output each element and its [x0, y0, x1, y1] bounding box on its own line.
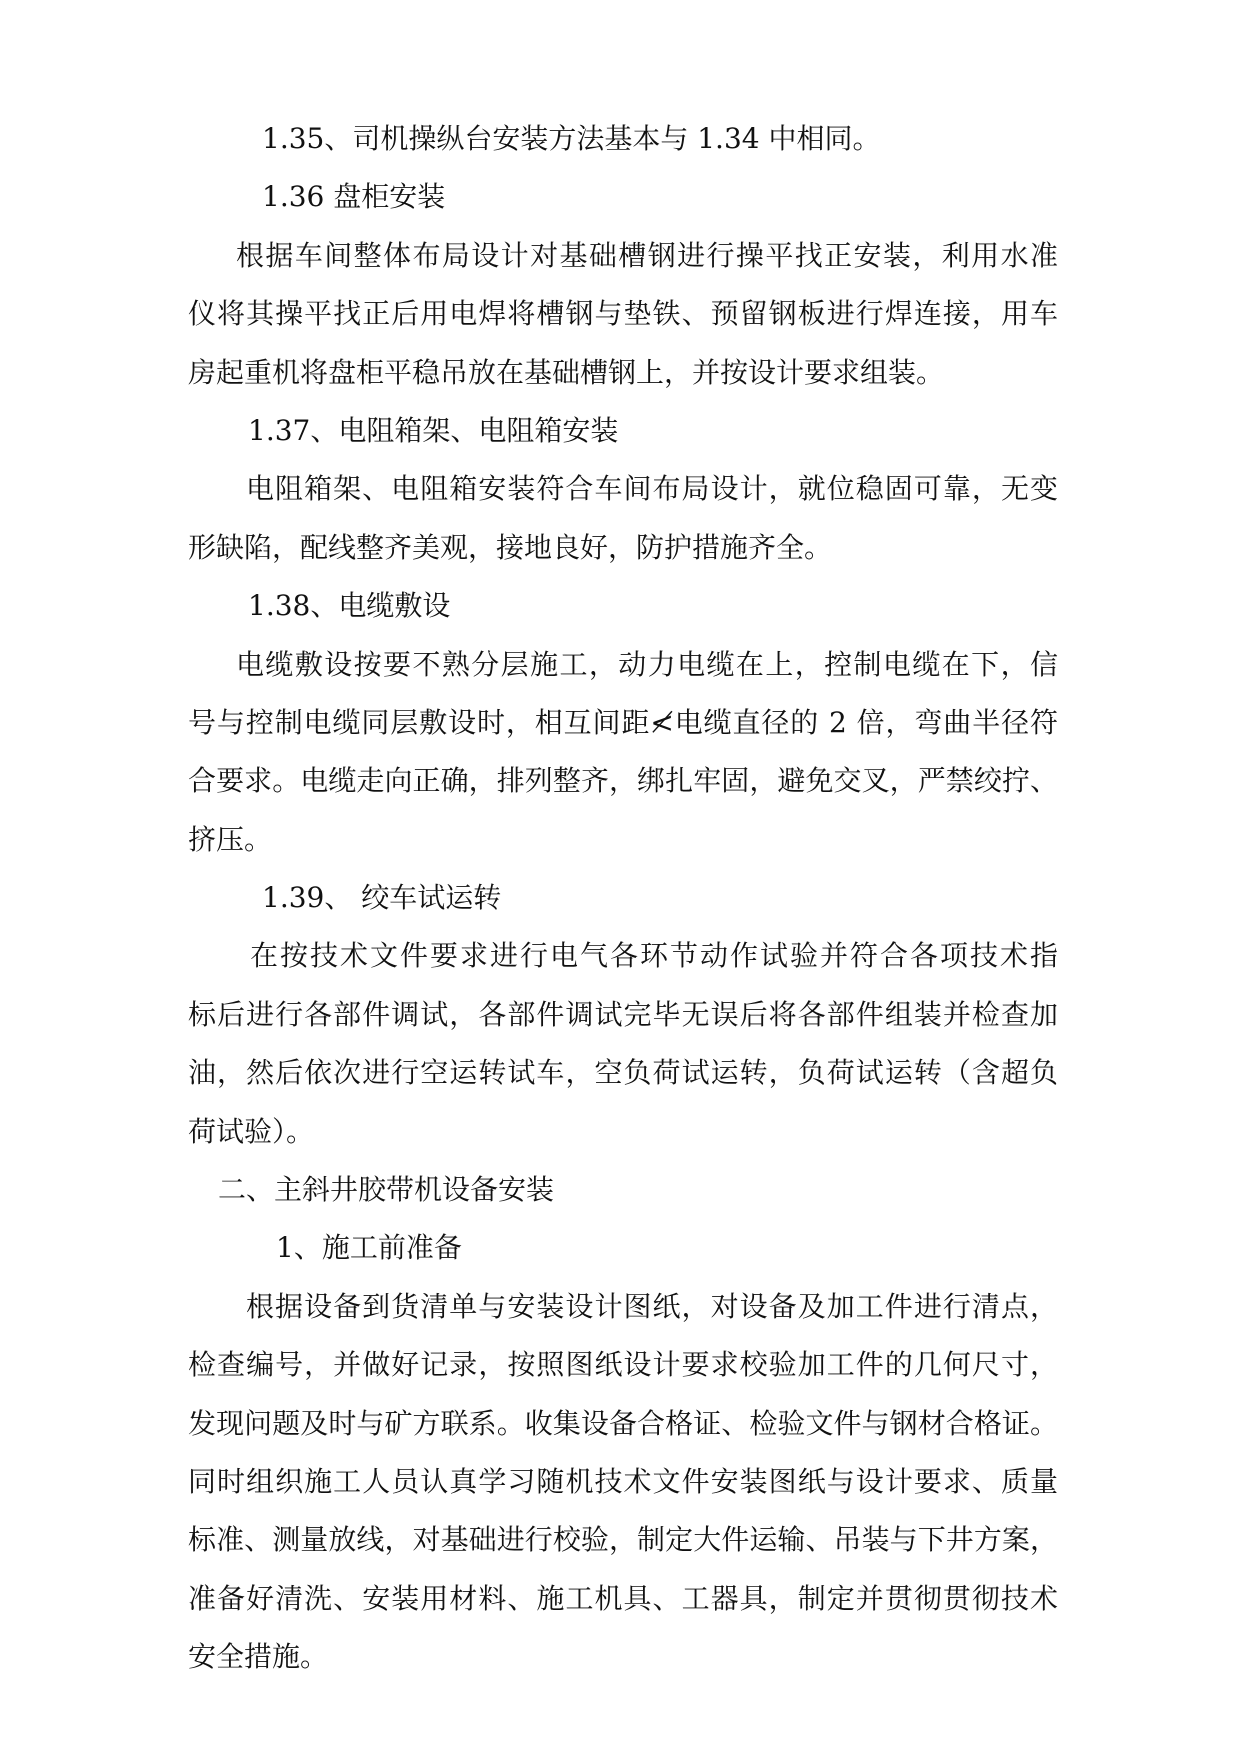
section-2-1-line: 根据设备到货清单与安装设计图纸，对设备及加工件进行清点， — [246, 1289, 1058, 1323]
section-1-36-line: 仪将其操平找正后用电焊将槽钢与垫铁、预留钢板进行焊连接，用车 — [188, 297, 1058, 331]
section-1-36-line: 根据车间整体布局设计对基础槽钢进行操平找正安装，利用水准 — [236, 238, 1058, 272]
section-2-1-line: 安全措施。 — [188, 1640, 329, 1674]
section-1-38-title: 1.38、电缆敷设 — [248, 589, 451, 623]
section-1-39-title: 1.39、 绞车试运转 — [262, 881, 502, 915]
section-1-35: 1.35、司机操纵台安装方法基本与 1.34 中相同。 — [262, 122, 881, 155]
section-2-title: 二、主斜井胶带机设备安装 — [218, 1173, 555, 1207]
section-1-36-line: 房起重机将盘柜平稳吊放在基础槽钢上，并按设计要求组装。 — [188, 355, 945, 389]
section-1-38-line: 电缆敷设按要不熟分层施工，动力电缆在上，控制电缆在下，信 — [236, 647, 1058, 681]
section-1-39-line: 在按技术文件要求进行电气各环节动作试验并符合各项技术指 — [250, 939, 1058, 973]
section-2-1-line: 同时组织施工人员认真学习随机技术文件安装图纸与设计要求、质量 — [188, 1464, 1058, 1498]
section-1-37-title: 1.37、电阻箱架、电阻箱安装 — [248, 413, 619, 447]
section-2-1-title: 1、施工前准备 — [276, 1231, 462, 1265]
section-1-39-line: 油，然后依次进行空运转试车，空负荷试运转，负荷试运转（含超负 — [188, 1056, 1058, 1090]
section-1-36-title: 1.36 盘柜安装 — [262, 180, 446, 214]
section-2-1-line: 标准、测量放线，对基础进行校验，制定大件运输、吊装与下井方案， — [188, 1523, 1058, 1557]
section-1-39-line: 标后进行各部件调试，各部件调试完毕无误后将各部件组装并检查加 — [188, 997, 1058, 1031]
section-2-1-line: 发现问题及时与矿方联系。收集设备合格证、检验文件与钢材合格证。 — [188, 1406, 1058, 1440]
section-1-38-line: 号与控制电缆同层敷设时，相互间距≮电缆直径的 2 倍，弯曲半径符 — [188, 705, 1058, 739]
section-1-38-line: 挤压。 — [188, 822, 273, 856]
section-1-38-line: 合要求。电缆走向正确，排列整齐，绑扎牢固，避免交叉，严禁绞拧、 — [188, 764, 1058, 798]
section-2-1-line: 准备好清洗、安装用材料、施工机具、工器具，制定并贯彻贯彻技术 — [188, 1581, 1058, 1615]
section-1-39-line: 荷试验）。 — [188, 1114, 315, 1148]
section-2-1-line: 检查编号，并做好记录，按照图纸设计要求校验加工件的几何尺寸， — [188, 1348, 1058, 1382]
section-1-37-line: 电阻箱架、电阻箱安装符合车间布局设计，就位稳固可靠，无变 — [246, 472, 1058, 506]
document-body — [188, 110, 1058, 1687]
section-1-37-line: 形缺陷，配线整齐美观，接地良好，防护措施齐全。 — [188, 530, 833, 564]
